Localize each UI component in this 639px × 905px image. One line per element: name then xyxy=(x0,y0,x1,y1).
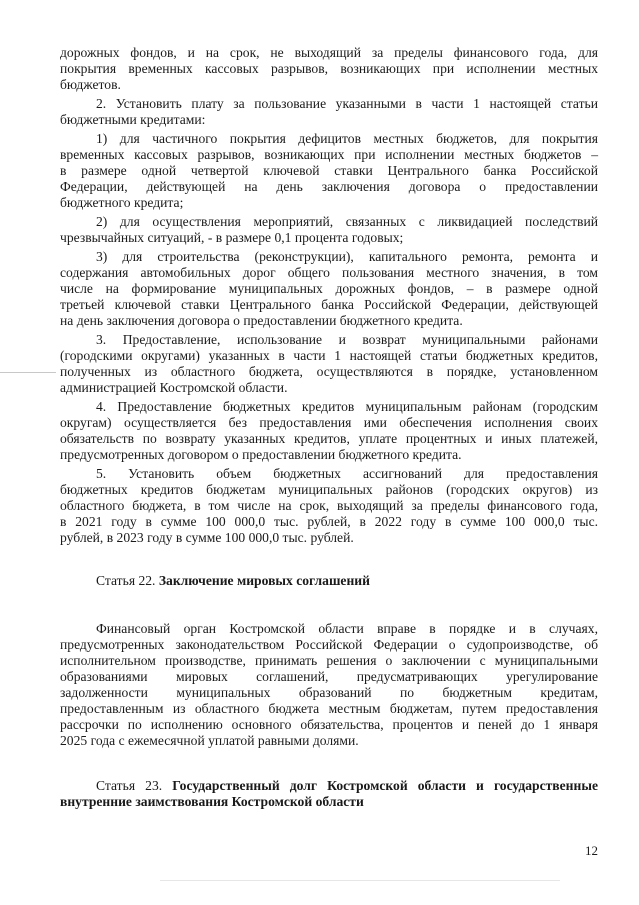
text-line: содержания автомобильных дорог общего пользования местного значения, в том xyxy=(60,265,598,280)
article-23-title: Государственный долг Костромской области и государственные xyxy=(172,778,598,793)
article-23-prefix: Статья 23. xyxy=(96,778,173,793)
text-line: рублей, в 2023 году в сумме 100 000,0 тыс. рублей. xyxy=(60,530,354,545)
text-line: на день заключения договора о предоставлении бюджетного кредита. xyxy=(60,313,463,328)
article-22-title: Заключение мировых соглашений xyxy=(158,573,370,588)
article-23-heading xyxy=(96,778,598,794)
text-line: исполнительном производстве, принимать решения о заключении с муниципальными xyxy=(60,653,598,668)
text-line: предоставленным из областного бюджета местным бюджетам, путем предоставления xyxy=(60,701,598,716)
text-line: полученных из областного бюджета, осуществляются в порядке, установленном xyxy=(60,364,598,379)
text-line: бюджетных кредитов бюджетам муниципальных районов (городских округов) из xyxy=(60,482,598,497)
article-22-heading xyxy=(96,573,598,589)
text-line: третьей ключевой ставки Центрального банка Российской Федерации, действующей xyxy=(60,297,598,312)
text-line: Федерации, действующей на день заключения договора о предоставлении xyxy=(60,179,598,194)
text-line: 2025 года с ежемесячной уплатой равными долями. xyxy=(60,733,359,748)
text-line: предусмотренных договором о предоставлении бюджетного кредита. xyxy=(60,447,462,462)
paragraph-5-start: 5. Установить объем бюджетных ассигнований для предоставления xyxy=(96,466,598,481)
paragraph-2-start: 2. Установить плату за пользование указанными в части 1 настоящей статьи xyxy=(96,96,598,111)
text-line: округам) осуществляется без предоставления ими обеспечения исполнения своих xyxy=(60,415,598,430)
paragraph-4-start: 4. Предоставление бюджетных кредитов муниципальным районам (городским xyxy=(96,399,598,414)
scan-artifact-line xyxy=(160,880,560,881)
text-line: в 2021 году в сумме 100 000,0 тыс. рублей, в 2022 году в сумме 100 000,0 тыс. xyxy=(60,514,598,529)
text-line: покрытия временных кассовых разрывов, возникающих при исполнении местных xyxy=(60,61,598,76)
paragraph-3-start: 3. Предоставление, использование и возврат муниципальными районами xyxy=(96,332,598,347)
text-line: временных кассовых разрывов, возникающих при исполнении местных бюджетов – xyxy=(60,147,598,162)
text-line: обязательств по возврату указанных кредитов, уплате процентных и иных платежей, xyxy=(60,431,598,446)
text-line: в размере одной четвертой ключевой ставки Центрального банка Российской xyxy=(60,163,598,178)
text-line: администрацией Костромской области. xyxy=(60,380,288,395)
text-line: дорожных фондов, и на срок, не выходящий за пределы финансового года, для xyxy=(60,45,598,60)
text-line: бюджетного кредита; xyxy=(60,195,184,210)
text-line: задолженности муниципальных образований по бюджетным кредитам, xyxy=(60,685,598,700)
article-22-prefix: Статья 22. xyxy=(96,573,159,588)
text-line: образованиями мировых соглашений, предусматривающих урегулирование xyxy=(60,669,598,684)
text-line: областного бюджета, в том числе на срок, выходящий за пределы финансового года, xyxy=(60,498,598,513)
text-line: числе на формирование муниципальных дорожных фондов, – в размере одной xyxy=(60,281,598,296)
text-line: (городскими округами) указанных в части 1 настоящей статьи бюджетных кредитов, xyxy=(60,348,598,363)
text-line: рассрочки по исполнению основного обязательства, процентов и пеней до 1 января xyxy=(60,717,598,732)
scan-artifact-line xyxy=(0,372,56,373)
page-number: 12 xyxy=(585,843,598,858)
article-23-title-continued: внутренние заимствования Костромской области xyxy=(60,794,364,809)
article-22-body-start: Финансовый орган Костромской области вправе в порядке и в случаях, xyxy=(96,621,598,636)
subitem-2-start: 2) для осуществления мероприятий, связанных с ликвидацией последствий xyxy=(96,214,598,229)
subitem-3-start: 3) для строительства (реконструкции), капитального ремонта, ремонта и xyxy=(96,249,598,264)
text-line: предусмотренных законодательством Российской Федерации о судопроизводстве, об xyxy=(60,637,598,652)
text-line: чрезвычайных ситуаций, - в размере 0,1 процента годовых; xyxy=(60,230,404,245)
text-line: бюджетов. xyxy=(60,77,121,92)
subitem-1-start: 1) для частичного покрытия дефицитов местных бюджетов, для покрытия xyxy=(96,131,598,146)
text-line: бюджетными кредитами: xyxy=(60,112,206,127)
